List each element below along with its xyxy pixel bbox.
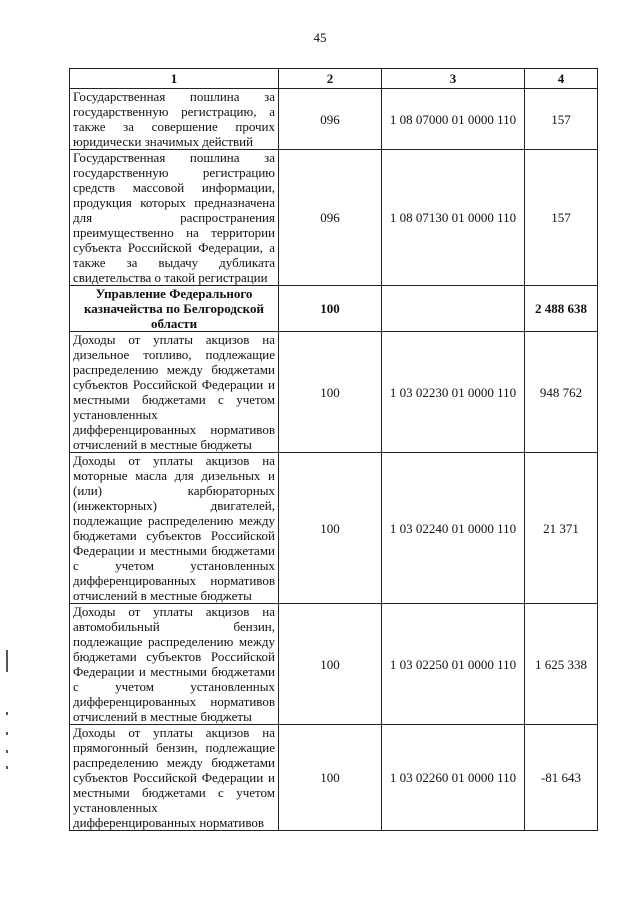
row-admin-code-cell: 100 <box>279 453 382 604</box>
row-amount-cell: 157 <box>525 150 598 286</box>
row-admin-code-cell: 100 <box>279 286 382 332</box>
page-number: 45 <box>313 30 327 45</box>
scan-margin-marks <box>6 640 10 800</box>
table-header-row <box>70 69 598 89</box>
header-col-2: 2 <box>279 69 382 89</box>
row-name-cell: Доходы от уплаты акцизов на моторные масла для дизельных и (или) карбюраторных (инжекторных) двигателей, подлежащие распределению между бюджетами субъектов Российской Федерации и местными бюджетами с учетом установленных дифференцированных нормативов отчислений в местные бюджеты <box>70 453 279 604</box>
header-col-4: 4 <box>525 69 598 89</box>
header-col-1: 1 <box>70 69 279 89</box>
table-row <box>70 286 598 332</box>
row-amount-cell: 948 762 <box>525 332 598 453</box>
row-budget-code-cell: 1 03 02240 01 0000 110 <box>382 453 525 604</box>
row-budget-code-cell <box>382 286 525 332</box>
revenue-table <box>69 68 598 831</box>
row-name-cell: Доходы от уплаты акцизов на дизельное топливо, подлежащие распределению между бюджетами субъектов Российской Федерации и местными бюджетами с учетом установленных дифференцированных нормативов отчислений в местные бюджеты <box>70 332 279 453</box>
row-name-cell: Доходы от уплаты акцизов на прямогонный бензин, подлежащие распределению между бюджетами субъектов Российской Федерации и местными бюджетами с учетом установленных дифференцированных нормативов <box>70 725 279 831</box>
header-col-3: 3 <box>382 69 525 89</box>
table-row <box>70 604 598 725</box>
row-admin-code-cell: 100 <box>279 604 382 725</box>
row-admin-code-cell: 096 <box>279 89 382 150</box>
row-amount-cell: 21 371 <box>525 453 598 604</box>
row-admin-code-cell: 096 <box>279 150 382 286</box>
row-amount-cell: 2 488 638 <box>525 286 598 332</box>
row-amount-cell: 1 625 338 <box>525 604 598 725</box>
row-name-cell: Управление Федерального казначейства по Белгородской области <box>70 286 279 332</box>
table-row <box>70 150 598 286</box>
table-row <box>70 332 598 453</box>
row-amount-cell: -81 643 <box>525 725 598 831</box>
row-name-cell: Доходы от уплаты акцизов на автомобильный бензин, подлежащие распределению между бюджетами субъектов Российской Федерации и местными бюджетами с учетом установленных дифференцированных нормативов отчислений в местные бюджеты <box>70 604 279 725</box>
row-name-cell: Государственная пошлина за государственную регистрацию, а также за совершение прочих юридически значимых действий <box>70 89 279 150</box>
table-row <box>70 453 598 604</box>
row-budget-code-cell: 1 03 02250 01 0000 110 <box>382 604 525 725</box>
row-amount-cell: 157 <box>525 89 598 150</box>
row-budget-code-cell: 1 03 02260 01 0000 110 <box>382 725 525 831</box>
row-budget-code-cell: 1 03 02230 01 0000 110 <box>382 332 525 453</box>
row-admin-code-cell: 100 <box>279 332 382 453</box>
row-name-cell: Государственная пошлина за государственную регистрацию средств массовой информации, продукция которых предназначена для распространения преимущественно на территории субъекта Российской Федерации, а также за выдачу дубликата свидетельства о такой регистрации <box>70 150 279 286</box>
table-row <box>70 89 598 150</box>
row-budget-code-cell: 1 08 07130 01 0000 110 <box>382 150 525 286</box>
row-budget-code-cell: 1 08 07000 01 0000 110 <box>382 89 525 150</box>
row-admin-code-cell: 100 <box>279 725 382 831</box>
table-row <box>70 725 598 831</box>
